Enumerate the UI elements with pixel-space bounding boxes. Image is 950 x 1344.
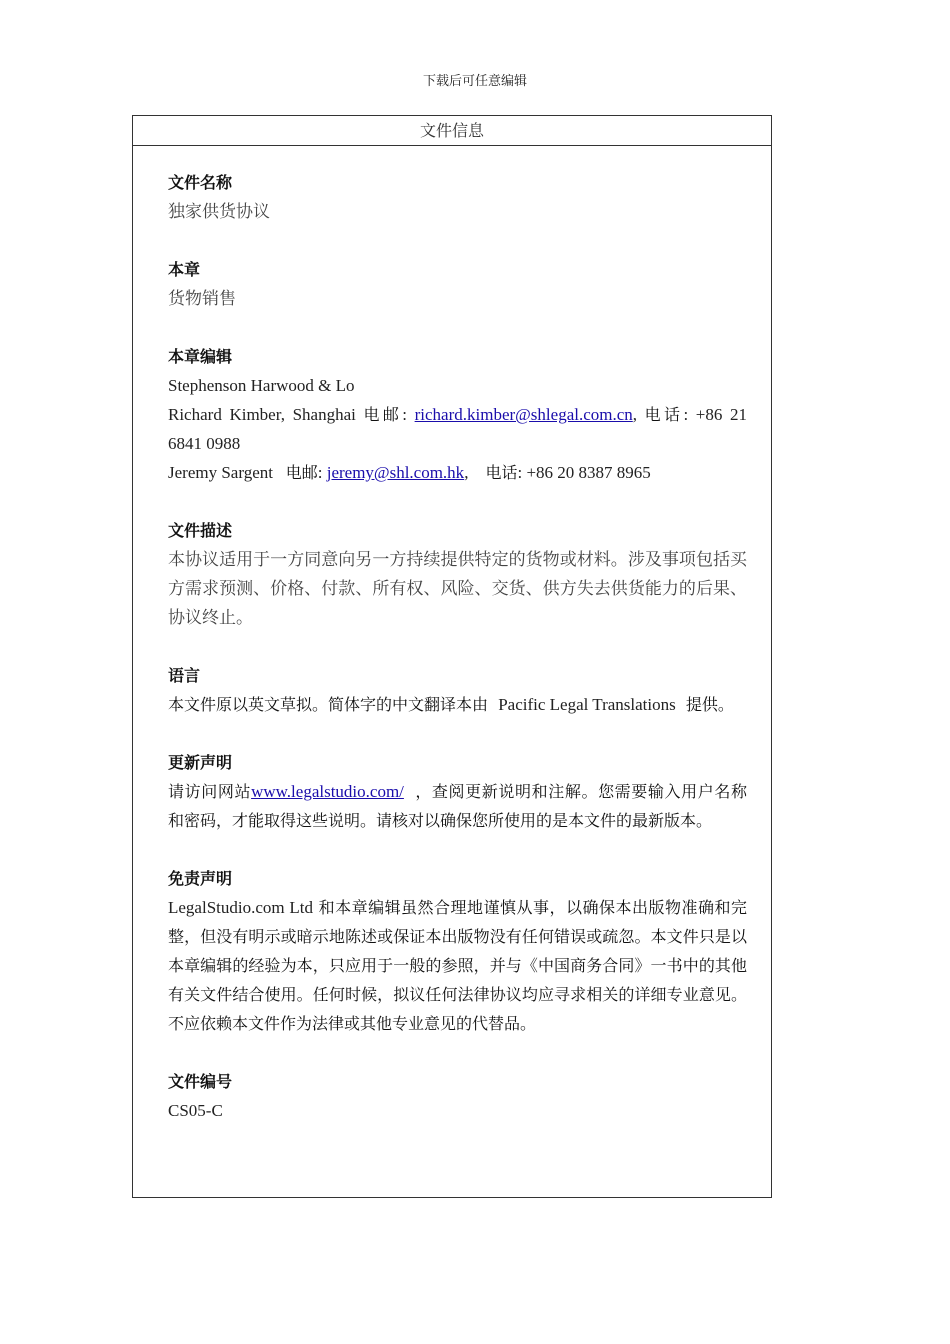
box-title: 文件信息 xyxy=(133,116,771,146)
editor2-phone: +86 20 8387 8965 xyxy=(526,463,651,482)
editor1-phone: +86 21 6841 0988 xyxy=(168,405,748,453)
doc-number-section xyxy=(168,1067,747,1125)
doc-number-value: CS05-C xyxy=(168,1101,223,1120)
disclaimer-company: LegalStudio.com Ltd xyxy=(168,898,313,917)
chapter-value: 货物销售 xyxy=(168,289,236,308)
description-label: 文件描述 xyxy=(168,521,233,540)
language-section xyxy=(168,661,747,719)
chapter-label: 本章 xyxy=(168,260,201,279)
editor2-phone-label: 电话 xyxy=(485,463,518,482)
editors-label: 本章编辑 xyxy=(168,347,233,366)
disclaimer-body: 和本章编辑虽然合理地谨慎从事，以确保本出版物准确和完整，但没有明示或暗示地陈述或保证本出版物没有任何错误或疏忽。本文件只是以本章编辑的经验为本，只应用于一般的参照，并与《中国商务合同》一书中的其他有关文件结合使用。任何时候，拟议任何法律协议均应寻求相关的详细专业意见。不应依赖本文件作为法律或其他专业意见的代替品。 xyxy=(168,898,747,1033)
update-text-after: ，查阅更新说明和注解。您需要输入用户名称和密码，才能取得这些说明。请核对以确保您所使用的是本文件的最新版本。 xyxy=(168,782,747,830)
editors-firm: Stephenson Harwood & Lo xyxy=(168,376,355,395)
language-text xyxy=(168,690,747,719)
doc-number-label: 文件编号 xyxy=(168,1072,233,1091)
editor2-name: Jeremy Sargent xyxy=(168,463,273,482)
disclaimer-label: 免责声明 xyxy=(168,869,233,888)
disclaimer-text xyxy=(168,893,747,1038)
editor2-email-label: 电邮 xyxy=(285,463,318,482)
update-section xyxy=(168,748,747,835)
update-text xyxy=(168,777,747,835)
description-section xyxy=(168,516,747,632)
editor1-name: Richard Kimber, Shanghai xyxy=(168,405,356,424)
file-info-content xyxy=(133,146,771,1125)
editor2-email-link[interactable]: jeremy@shl.com.hk xyxy=(326,463,465,482)
editor1-line: Richard Kimber, Shanghai 电邮: richard.kimber@shlegal.com.cn, 电话: +86 21 6841 0988 xyxy=(168,405,748,453)
file-name-value: 独家供货协议 xyxy=(168,202,270,221)
description-text: 本协议适用于一方同意向另一方持续提供特定的货物或材料。涉及事项包括买方需求预测、价格、付款、所有权、风险、交货、供方失去供货能力的后果、协议终止。 xyxy=(168,550,747,627)
editor1-email-link[interactable]: richard.kimber@shlegal.com.cn xyxy=(414,405,633,424)
editor1-phone-label: 电话 xyxy=(644,405,684,424)
editor2-line: Jeremy Sargent 电邮: jeremy@shl.com.hk, 电话: +86 20 8387 8965 xyxy=(168,463,651,482)
editors-section xyxy=(168,342,747,487)
update-url-link[interactable]: www.legalstudio.com/ xyxy=(251,782,404,801)
disclaimer-section xyxy=(168,864,747,1038)
language-translator: Pacific Legal Translations xyxy=(498,695,676,714)
file-name-label: 文件名称 xyxy=(168,173,233,192)
language-text-after: 提供。 xyxy=(685,695,734,714)
language-label: 语言 xyxy=(168,666,201,685)
editor1-email-label: 电邮 xyxy=(363,405,403,424)
file-name-section xyxy=(168,168,747,226)
update-text-before: 请访问网站 xyxy=(168,782,252,801)
file-info-box xyxy=(132,115,772,1198)
chapter-section xyxy=(168,255,747,313)
header-note: 下载后可任意编辑 xyxy=(422,74,527,89)
language-text-before: 本文件原以英文草拟。简体字的中文翻译本由 xyxy=(168,695,489,714)
update-label: 更新声明 xyxy=(168,753,233,772)
